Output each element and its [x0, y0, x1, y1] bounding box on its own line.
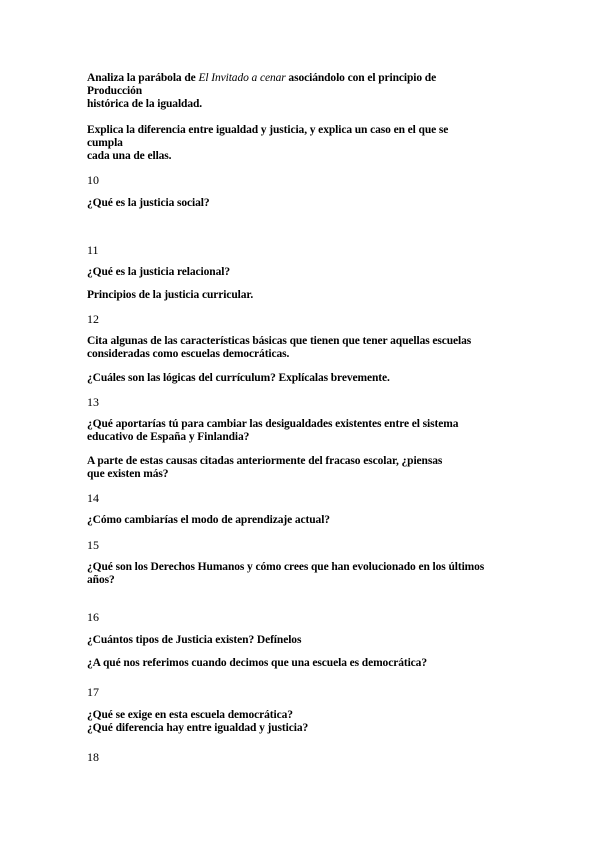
section-number-16: 16 — [87, 610, 99, 624]
question-logicas: ¿Cuáles son las lógicas del currículum? Explícalas brevemente. — [87, 372, 390, 384]
question-diferencia-line2: cumpla — [87, 137, 123, 149]
question-caracteristicas-line2: consideradas como escuelas democráticas. — [87, 348, 290, 360]
section-number-12: 12 — [87, 312, 99, 326]
question-diferencia-line3: cada una de ellas. — [87, 150, 172, 162]
question-derechos-line2: años? — [87, 574, 115, 586]
question-parabola-line2: Producción — [87, 85, 143, 97]
question-diferencia — [87, 124, 527, 163]
question-aportarias-line1: ¿Qué aportarías tú para cambiar las desigualdades existentes entre el sistema — [87, 418, 459, 430]
question-exige — [87, 709, 527, 735]
section-number-13: 13 — [87, 395, 99, 409]
question-parabola-line1: Analiza la parábola de El Invitado a cenar asociándolo con el principio de — [87, 72, 437, 84]
question-derechos — [87, 561, 527, 587]
question-derechos-line1: ¿Qué son los Derechos Humanos y cómo crees que han evolucionado en los últimos — [87, 561, 485, 573]
question-principios: Principios de la justicia curricular. — [87, 289, 254, 301]
question-fracaso-line1: A parte de estas causas citadas anteriormente del fracaso escolar, ¿piensas — [87, 455, 443, 467]
question-aprendizaje: ¿Cómo cambiarías el modo de aprendizaje actual? — [87, 514, 330, 526]
section-number-15: 15 — [87, 538, 99, 552]
question-exige-line2: ¿Qué diferencia hay entre igualdad y justicia? — [87, 722, 309, 734]
parabola-title: El Invitado a cenar — [198, 72, 286, 84]
question-caracteristicas-line1: Cita algunas de las características básicas que tienen que tener aquellas escuelas — [87, 335, 472, 347]
section-number-18: 18 — [87, 750, 99, 764]
question-aportarias — [87, 418, 527, 444]
question-fracaso — [87, 455, 527, 481]
question-aportarias-line2: educativo de España y Finlandia? — [87, 431, 250, 443]
section-number-10: 10 — [87, 173, 99, 187]
question-parabola — [87, 72, 527, 111]
section-number-11: 11 — [87, 243, 99, 257]
question-justicia-social: ¿Qué es la justicia social? — [87, 197, 210, 209]
section-number-14: 14 — [87, 491, 99, 505]
question-exige-line1: ¿Qué se exige en esta escuela democrática? — [87, 709, 293, 721]
question-justicia-relacional: ¿Qué es la justicia relacional? — [87, 266, 230, 278]
question-caracteristicas — [87, 335, 527, 361]
section-number-17: 17 — [87, 685, 99, 699]
question-tipos: ¿Cuántos tipos de Justicia existen? Defínelos — [87, 634, 302, 646]
question-parabola-line3: histórica de la igualdad. — [87, 98, 203, 110]
question-diferencia-line1: Explica la diferencia entre igualdad y justicia, y explica un caso en el que se — [87, 124, 449, 136]
question-democratica: ¿A qué nos referimos cuando decimos que una escuela es democrática? — [87, 657, 427, 669]
question-fracaso-line2: que existen más? — [87, 468, 169, 480]
